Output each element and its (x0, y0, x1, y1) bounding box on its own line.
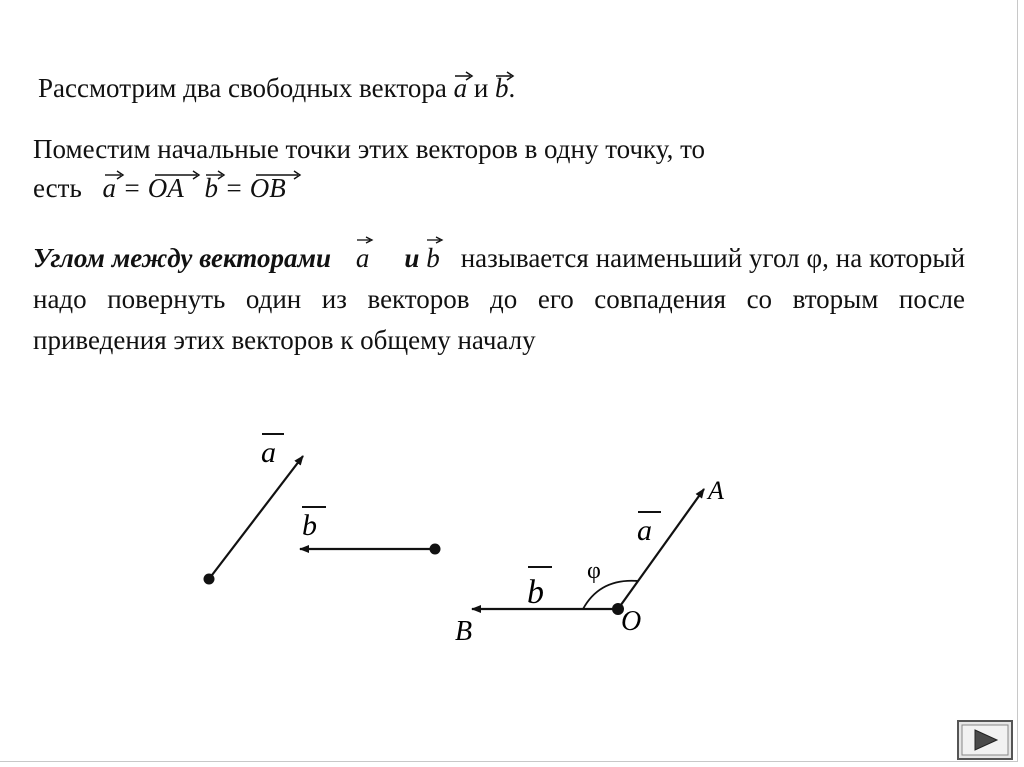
definition-vector-a-label: a (355, 243, 370, 273)
svg-text:a: a (261, 436, 276, 469)
point-O-label: O (621, 606, 642, 637)
free-vector-a-label (261, 434, 284, 469)
angle-arc (583, 581, 638, 609)
svg-text:b: b (302, 509, 317, 542)
next-slide-button[interactable] (957, 720, 1013, 760)
point-B-label: B (455, 616, 473, 647)
free-vector-b (300, 544, 441, 555)
definition-body: называется наименьший угол φ, на который надо повернуть один из векторов до его совпадения со вторым после приведения этих векторов к общему началу (33, 243, 966, 355)
intro-end: . (508, 73, 516, 103)
definition-vector-b-label: b (426, 243, 440, 273)
intro-conj: и (473, 73, 489, 103)
angle-phi-label: φ (587, 558, 601, 584)
vector-OA (618, 489, 704, 609)
svg-text:a: a (637, 514, 652, 547)
definition-term: Углом между векторами (33, 243, 331, 273)
free-vector-a-start (204, 574, 215, 585)
vector-a-label-right (637, 512, 661, 547)
svg-text:b: b (527, 574, 544, 611)
vector-a-label: a (453, 73, 468, 103)
play-next-icon (959, 722, 1011, 758)
equation-oa-text: a = OA (102, 173, 184, 203)
free-vector-a (204, 456, 304, 585)
place-line-1: Поместим начальные точки этих векторов в одну точку, то (33, 134, 706, 164)
free-vector-b-label (302, 507, 326, 542)
intro-text: Рассмотрим два свободных вектора (38, 73, 447, 103)
vector-b-label: b (495, 73, 509, 103)
vector-b-label-right (527, 567, 552, 611)
definition-conj: и (404, 243, 420, 273)
free-vector-b-start (430, 544, 441, 555)
point-A-label: A (708, 476, 724, 505)
equation-ob-text: b = OB (204, 173, 286, 203)
place-word: есть (33, 173, 82, 203)
